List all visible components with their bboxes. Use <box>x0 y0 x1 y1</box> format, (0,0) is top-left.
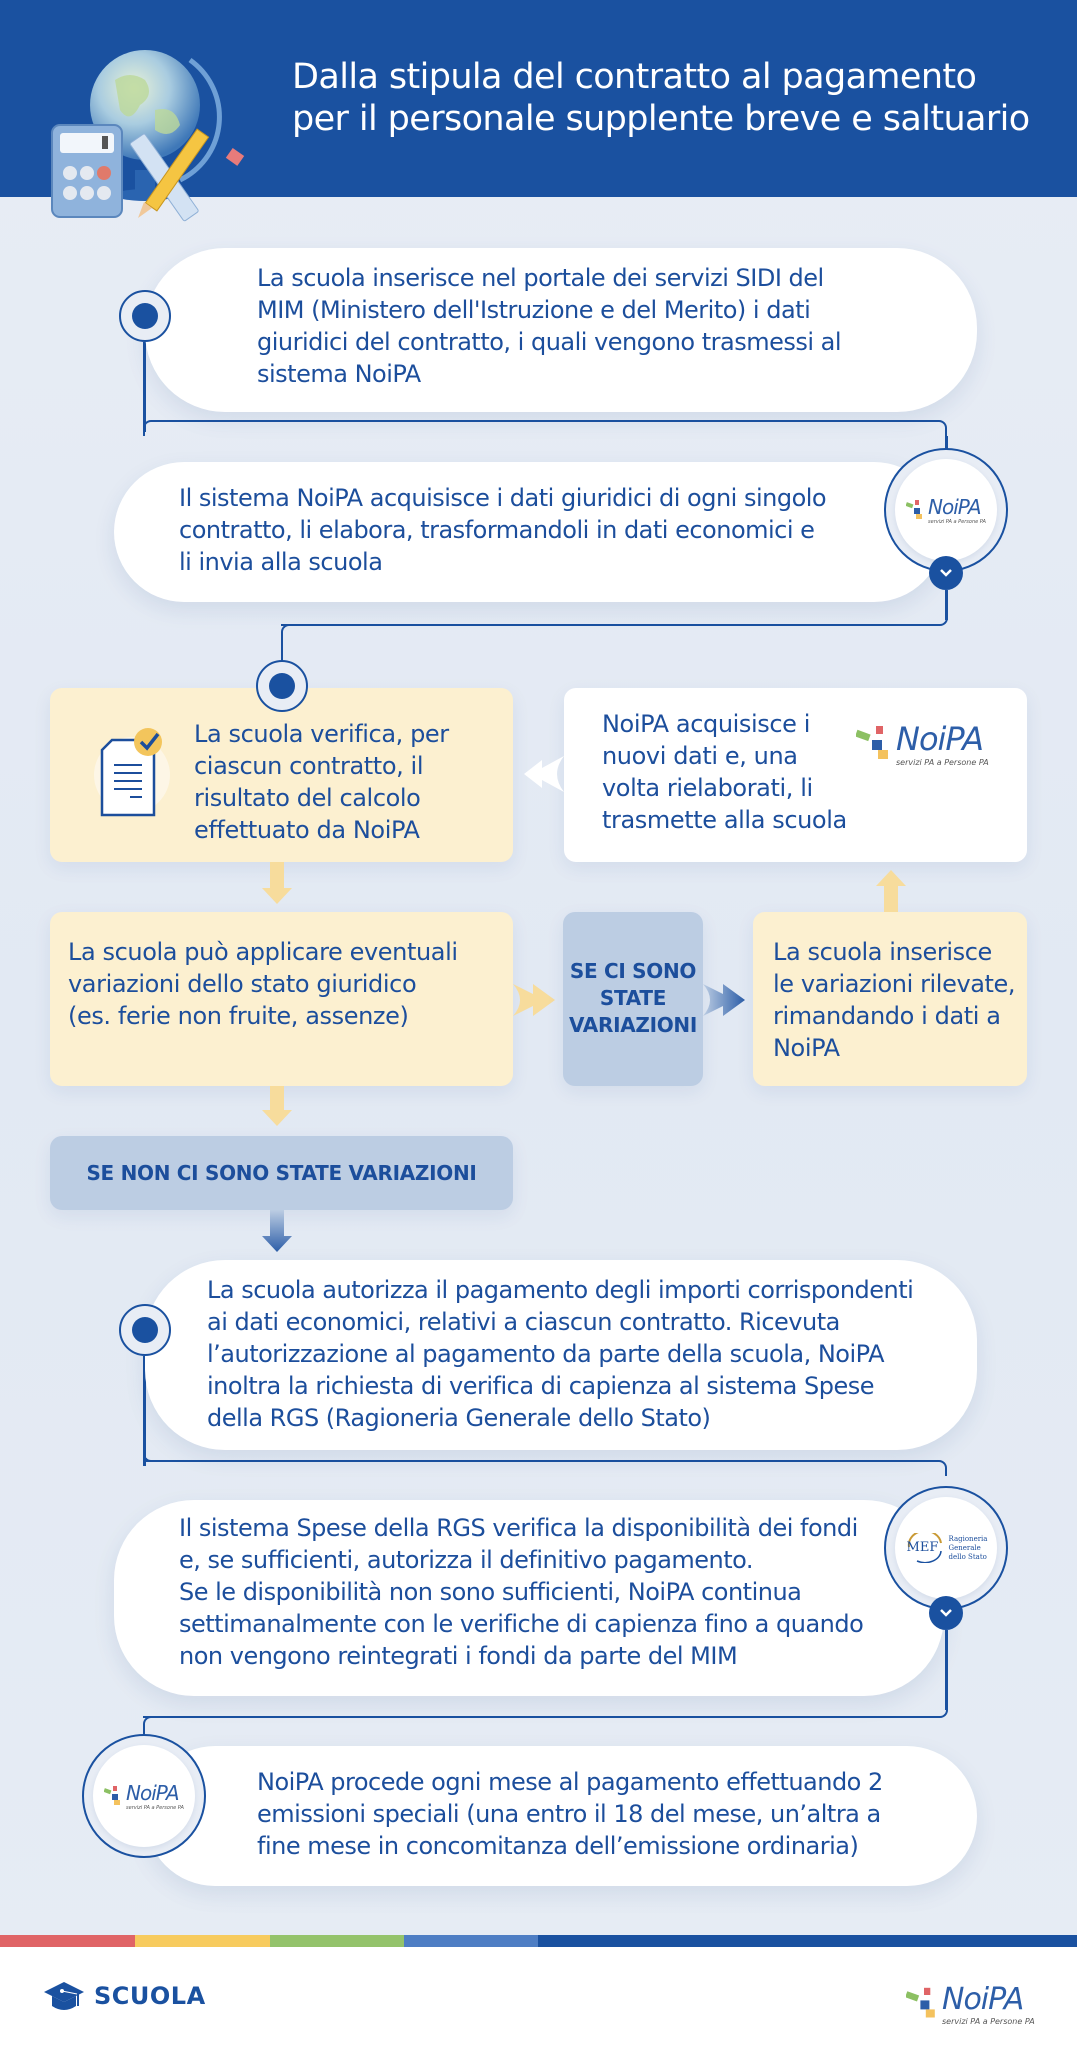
connector-line <box>281 624 301 664</box>
arrow-up-icon <box>876 870 906 912</box>
bullet-dot <box>132 1317 158 1343</box>
step-6-text: La scuola inserisce le variazioni rilevate, rimandando i dati a NoiPA <box>773 938 1016 1062</box>
document-check-icon <box>90 720 170 820</box>
noipa-squares-icon <box>856 726 896 762</box>
noipa-squares-icon <box>906 1987 942 2021</box>
mef-logo: MEF Ragioneria Generale dello Stato <box>905 1533 988 1563</box>
connector-line <box>143 420 947 436</box>
bullet-dot <box>132 303 158 329</box>
step-4-text: NoiPA acquisisce i nuovi dati e, una volta rielaborati, li trasmette alla scuola <box>602 710 847 834</box>
noipa-footer-logo: NoiPA servizi PA a Persone PA <box>906 1982 1035 2026</box>
noipa-logo-badge <box>884 448 1008 572</box>
chevron-down-icon <box>929 556 963 590</box>
noipa-logo: NoiPA servizi PA a Persone PA <box>906 495 986 525</box>
noipa-squares-icon <box>104 1786 126 1806</box>
arrow-down-icon <box>262 862 292 904</box>
page-title: Dalla stipula del contratto al pagamento per il personale supplente breve e saltuario <box>292 57 1030 139</box>
color-stripe-green <box>270 1935 404 1947</box>
graduation-cap-icon <box>44 1980 84 2012</box>
noipa-squares-icon <box>906 500 928 520</box>
step-1-text: La scuola inserisce nel portale dei servizi SIDI del MIM (Ministero dell'Istruzione e del Merito) i dati giuridici del contratto, i quali vengono trasmessi al sistema NoiPA <box>257 264 842 388</box>
color-stripe-red <box>0 1935 135 1947</box>
connector-line <box>143 1700 948 1718</box>
step-8-text: Il sistema Spese della RGS verifica la disponibilità dei fondi e, se sufficienti, autorizza il definitivo pagamento. Se le disponibilità non sono sufficienti, NoiPA continua settimanalmente con le verifiche di capienza fino a quando non vengono reintegrati i fondi da parte del MIM <box>179 1514 864 1670</box>
noipa-logo: NoiPA servizi PA a Persone PA <box>104 1781 184 1811</box>
step-9-text: NoiPA procede ogni mese al pagamento effettuando 2 emissioni speciali (una entro il 18 del mese, un’altra a fine mese in concomitanza dell’emissione ordinaria) <box>257 1768 883 1860</box>
color-stripe-yellow <box>135 1935 270 1947</box>
connector-line <box>143 1460 947 1476</box>
arrow-left-icon <box>520 756 564 792</box>
connector-line <box>143 1448 159 1462</box>
noipa-logo: NoiPA servizi PA a Persone PA <box>856 720 989 767</box>
step-1-bullet <box>119 290 171 342</box>
mef-logo-badge <box>884 1486 1008 1610</box>
step-2-text: Il sistema NoiPA acquisisce i dati giuridici di ogni singolo contratto, li elabora, trasformandoli in dati economici e li invia alla scuola <box>179 484 827 576</box>
color-stripe-lightblue <box>404 1935 538 1947</box>
globe-calculator-ruler-pencil-icon <box>40 30 250 230</box>
condition-without-changes-label: SE NON CI SONO STATE VARIAZIONI <box>86 1161 477 1185</box>
connector-line <box>143 1716 163 1736</box>
chevron-down-icon <box>929 1596 963 1630</box>
noipa-logo-badge <box>82 1734 206 1858</box>
bullet-dot <box>269 673 295 699</box>
step-3-bullet <box>256 660 308 712</box>
step-7-bullet <box>119 1304 171 1356</box>
step-3-text: La scuola verifica, per ciascun contratto, il risultato del calcolo effettuato da NoiPA <box>194 720 449 844</box>
color-stripe-blue <box>538 1935 1077 1947</box>
arrow-down-icon <box>262 1210 292 1252</box>
condition-with-changes-label: SE CI SONO STATE VARIAZIONI <box>568 959 698 1037</box>
step-7-text: La scuola autorizza il pagamento degli importi corrispondenti ai dati economici, relativi a ciascun contratto. Ricevuta l’autorizzazione al pagamento da parte della scuola, NoiPA inoltra la richiesta di verifica di capienza al sistema Spese della RGS (Ragioneria Generale dello Stato) <box>207 1276 914 1432</box>
connector-line <box>945 1630 948 1710</box>
connector-line <box>281 612 948 626</box>
arrow-right-icon <box>513 980 555 1020</box>
arrow-right-icon <box>703 980 745 1020</box>
scuola-logo: SCUOLA <box>44 1980 206 2012</box>
connector-line <box>143 342 146 432</box>
arrow-down-icon <box>262 1086 292 1126</box>
step-5-text: La scuola può applicare eventuali variazioni dello stato giuridico (es. ferie non fruite, assenze) <box>68 938 458 1030</box>
